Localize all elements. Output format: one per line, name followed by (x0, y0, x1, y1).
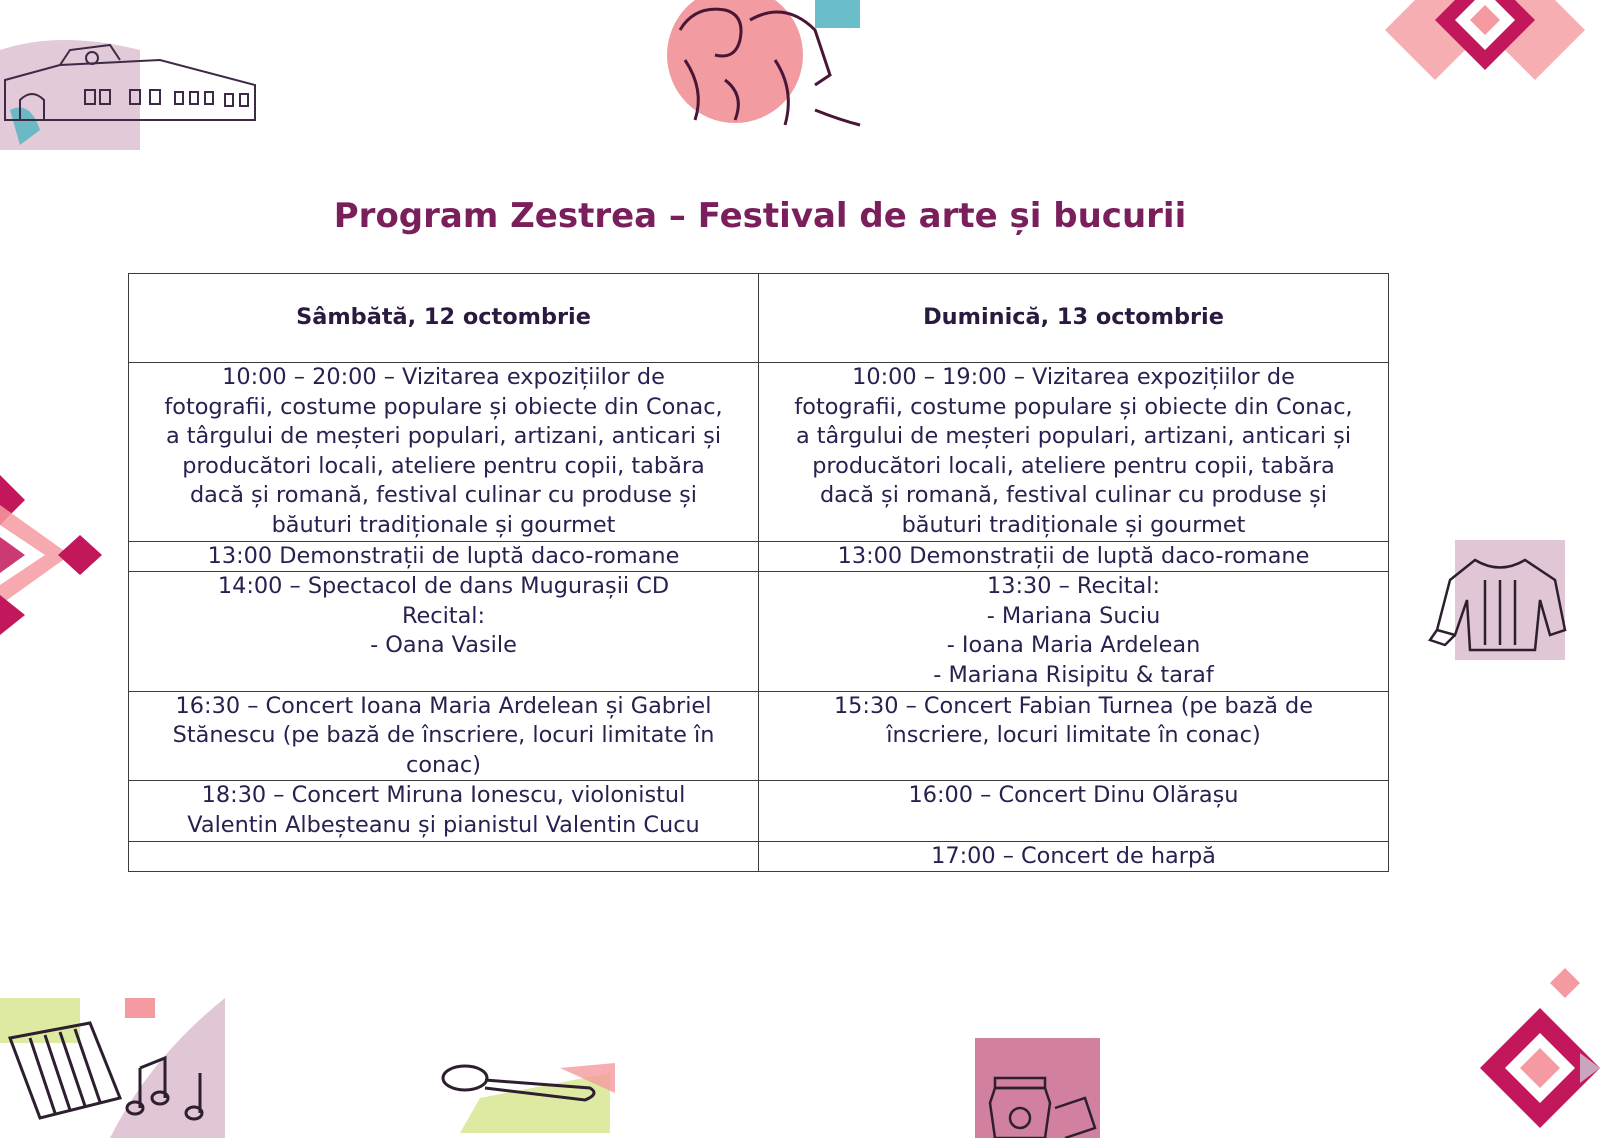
schedule-line: 18:30 – Concert Miruna Ionescu, violonistul (201, 782, 686, 809)
schedule-cell (759, 781, 1389, 841)
schedule-line: 14:00 – Spectacol de dans Mugurașii CD (217, 573, 670, 600)
diamond-motif-icon (0, 465, 110, 645)
schedule-cell (759, 691, 1389, 781)
page-title: Program Zestrea – Festival de arte și bucurii (333, 196, 1187, 236)
schedule-line: 13:00 Demonstrații de luptă daco-romane (207, 542, 680, 569)
wooden-spoon-icon (440, 1058, 620, 1133)
schedule-line: 10:00 – 19:00 – Vizitarea expozițiilor de (852, 364, 1295, 390)
schedule-cell (129, 841, 759, 872)
diamond-motif-icon (1385, 0, 1585, 90)
schedule-line: Stănescu (pe bază de înscriere, locuri limitate în (172, 722, 715, 749)
schedule-cell (759, 841, 1389, 872)
schedule-line: băuturi tradiționale și gourmet (901, 511, 1246, 538)
traditional-blouse-icon (1415, 540, 1585, 665)
program-table (128, 273, 1389, 872)
table-row (129, 541, 1389, 572)
schedule-line: 16:30 – Concert Ioana Maria Ardelean și Gabriel (175, 692, 712, 719)
schedule-line: băuturi tradiționale și gourmet (271, 511, 616, 538)
schedule-line: 16:00 – Concert Dinu Olărașu (908, 782, 1239, 809)
schedule-line: - Mariana Risipitu & taraf (933, 661, 1214, 688)
table-row (129, 841, 1389, 872)
schedule-line: 10:00 – 20:00 – Vizitarea expozițiilor de (222, 364, 665, 390)
schedule-line: - Ioana Maria Ardelean (946, 632, 1201, 659)
schedule-line: a târgului de meșteri populari, artizani, anticari și (165, 423, 722, 450)
schedule-cell (129, 781, 759, 841)
schedule-cell (759, 363, 1389, 542)
table-row (129, 572, 1389, 691)
folk-dancers-icon (665, 0, 875, 135)
schedule-line: producători locali, ateliere pentru copii, tabăra (812, 452, 1335, 479)
schedule-line: fotografii, costume populare și obiecte din Conac, (794, 393, 1353, 420)
honey-jar-icon (975, 1038, 1100, 1138)
table-row (129, 363, 1389, 542)
accordion-music-icon (0, 998, 230, 1138)
schedule-line: Recital: (401, 602, 486, 629)
table-row (129, 691, 1389, 781)
schedule-line: 17:00 – Concert de harpă (931, 842, 1216, 869)
schedule-line: producători locali, ateliere pentru copii, tabăra (182, 452, 705, 479)
schedule-line: - Mariana Suciu (986, 602, 1161, 629)
schedule-line: 13:30 – Recital: (986, 573, 1161, 600)
schedule-line: fotografii, costume populare și obiecte din Conac, (164, 393, 723, 420)
schedule-cell (129, 572, 759, 691)
table-row (129, 781, 1389, 841)
day-header-sunday: Duminică, 13 octombrie (759, 274, 1389, 363)
schedule-cell (129, 363, 759, 542)
schedule-line: a târgului de meșteri populari, artizani, anticari și (795, 423, 1352, 450)
schedule-line: conac) (406, 751, 481, 778)
schedule-line: 13:00 Demonstrații de luptă daco-romane (837, 542, 1310, 569)
schedule-line: dacă și romană, festival culinar cu produse și (189, 482, 698, 509)
schedule-cell (129, 541, 759, 572)
manor-house-icon (0, 20, 270, 150)
table-header-row (129, 274, 1389, 363)
schedule-cell (759, 541, 1389, 572)
diamond-motif-icon (1480, 968, 1600, 1138)
schedule-line: înscriere, locuri limitate în conac) (886, 722, 1261, 749)
schedule-cell (129, 691, 759, 781)
schedule-line: dacă și romană, festival culinar cu produse și (819, 482, 1328, 509)
day-header-saturday: Sâmbătă, 12 octombrie (129, 274, 759, 363)
schedule-cell (759, 572, 1389, 691)
schedule-line: - Oana Vasile (370, 632, 517, 659)
schedule-line: Valentin Albeșteanu și pianistul Valentin Cucu (187, 811, 700, 838)
schedule-line: 15:30 – Concert Fabian Turnea (pe bază de (833, 692, 1314, 719)
